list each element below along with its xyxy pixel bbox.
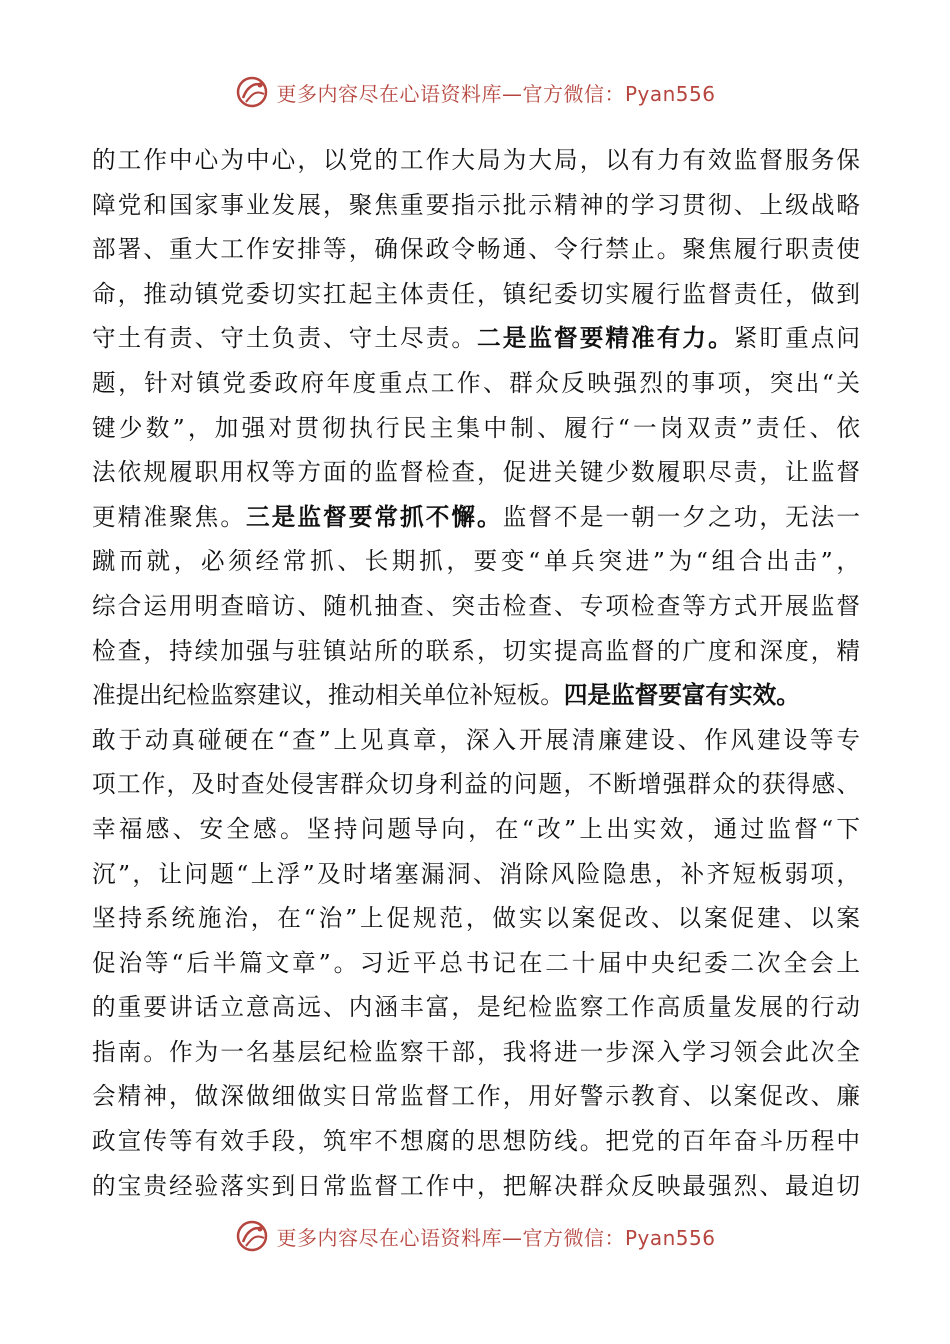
text-line xyxy=(92,1119,860,1164)
text-line xyxy=(92,406,860,451)
text-segment: 沉”，让问题“上浮”及时堵塞漏洞、消除风险隐患，补齐短板弱项， xyxy=(92,859,860,888)
text-segment: 项工作，及时查处侵害群众切身利益的问题，不断增强群众的获得感、 xyxy=(92,770,860,799)
text-line xyxy=(92,584,860,629)
text-segment: 法依规履职用权等方面的监督检查，促进关键少数履职尽责，让监督 xyxy=(92,458,860,487)
text-line xyxy=(92,941,860,986)
text-line xyxy=(92,1164,860,1209)
header-banner-text: 更多内容尽在心语资料库—官方微信：Pyan556 xyxy=(276,81,716,106)
text-segment: 检查，持续加强与驻镇站所的联系，切实提高监督的广度和深度，精 xyxy=(92,636,860,665)
text-segment: 蹴而就，必须经常抓、长期抓，要变“单兵突进”为“组合出击”， xyxy=(92,547,860,576)
text-line xyxy=(92,896,860,941)
text-segment: 的工作中心为中心，以党的工作大局为大局，以有力有效监督服务保 xyxy=(92,146,860,174)
text-line xyxy=(92,183,860,228)
brand-logo-icon xyxy=(234,1218,270,1254)
document-body xyxy=(92,138,860,1208)
text-segment: 键少数”，加强对贯彻执行民主集中制、履行“一岗双责”责任、依 xyxy=(92,413,860,442)
text-segment: 的重要讲话立意高远、内涵丰富，是纪检监察工作高质量发展的行动 xyxy=(92,993,860,1022)
footer-banner xyxy=(0,1216,950,1256)
text-line xyxy=(92,227,860,272)
text-segment: 紧盯重点问 xyxy=(733,324,861,353)
text-line xyxy=(92,495,860,540)
text-line xyxy=(92,450,860,495)
text-line xyxy=(92,272,860,317)
text-segment: 守土有责、守土负责、守土尽责。 xyxy=(92,324,478,353)
text-segment: 障党和国家事业发展，聚焦重要指示批示精神的学习贯彻、上级战略 xyxy=(92,190,860,219)
text-segment: 题，针对镇党委政府年度重点工作、群众反映强烈的事项，突出“关 xyxy=(92,368,860,397)
text-segment: 政宣传等有效手段，筑牢不想腐的思想防线。把党的百年奋斗历程中 xyxy=(92,1127,860,1156)
text-line xyxy=(92,852,860,897)
text-line xyxy=(92,1030,860,1075)
text-line xyxy=(92,539,860,584)
text-segment: 指南。作为一名基层纪检监察干部，我将进一步深入学习领会此次全 xyxy=(92,1037,860,1066)
text-line xyxy=(92,718,860,763)
text-line xyxy=(92,1074,860,1119)
brand-logo-icon xyxy=(234,74,270,110)
text-line xyxy=(92,673,860,718)
footer-banner-text: 更多内容尽在心语资料库—官方微信：Pyan556 xyxy=(276,1225,716,1250)
text-segment: 更精准聚焦。 xyxy=(92,502,247,531)
text-segment: 监督不是一朝一夕之功，无法一 xyxy=(502,502,861,531)
text-line xyxy=(92,316,860,361)
text-segment: 坚持系统施治，在“治”上促规范，做实以案促改、以案促建、以案 xyxy=(92,904,860,933)
text-segment: 敢于动真碰硬在“查”上见真章，深入开展清廉建设、作风建设等专 xyxy=(92,725,860,754)
text-segment: 幸福感、安全感。坚持问题导向，在“改”上出实效，通过监督“下 xyxy=(92,814,860,843)
text-segment: 命，推动镇党委切实扛起主体责任，镇纪委切实履行监督责任，做到 xyxy=(92,279,860,308)
text-segment: 促治等“后半篇文章”。习近平总书记在二十届中央纪委二次全会上 xyxy=(92,948,860,977)
text-segment: 会精神，做深做细做实日常监督工作，用好警示教育、以案促改、廉 xyxy=(92,1082,860,1111)
text-segment: 部署、重大工作安排等，确保政令畅通、令行禁止。聚焦履行职责使 xyxy=(92,235,860,264)
text-line xyxy=(92,807,860,852)
bold-heading-segment: 四是监督要富有实效。 xyxy=(563,681,800,710)
text-segment: 准提出纪检监察建议，推动相关单位补短板。 xyxy=(92,681,564,710)
bold-heading-segment: 二是监督要精准有力。 xyxy=(477,324,734,353)
text-line xyxy=(92,762,860,807)
text-segment: 综合运用明查暗访、随机抽查、突击检查、专项检查等方式开展监督 xyxy=(92,591,860,620)
text-line xyxy=(92,361,860,406)
text-line xyxy=(92,138,860,183)
text-segment: 的宝贵经验落实到日常监督工作中，把解决群众反映最强烈、最迫切 xyxy=(92,1171,860,1200)
text-line xyxy=(92,629,860,674)
text-line xyxy=(92,985,860,1030)
header-banner xyxy=(0,72,950,112)
bold-heading-segment: 三是监督要常抓不懈。 xyxy=(246,502,503,531)
